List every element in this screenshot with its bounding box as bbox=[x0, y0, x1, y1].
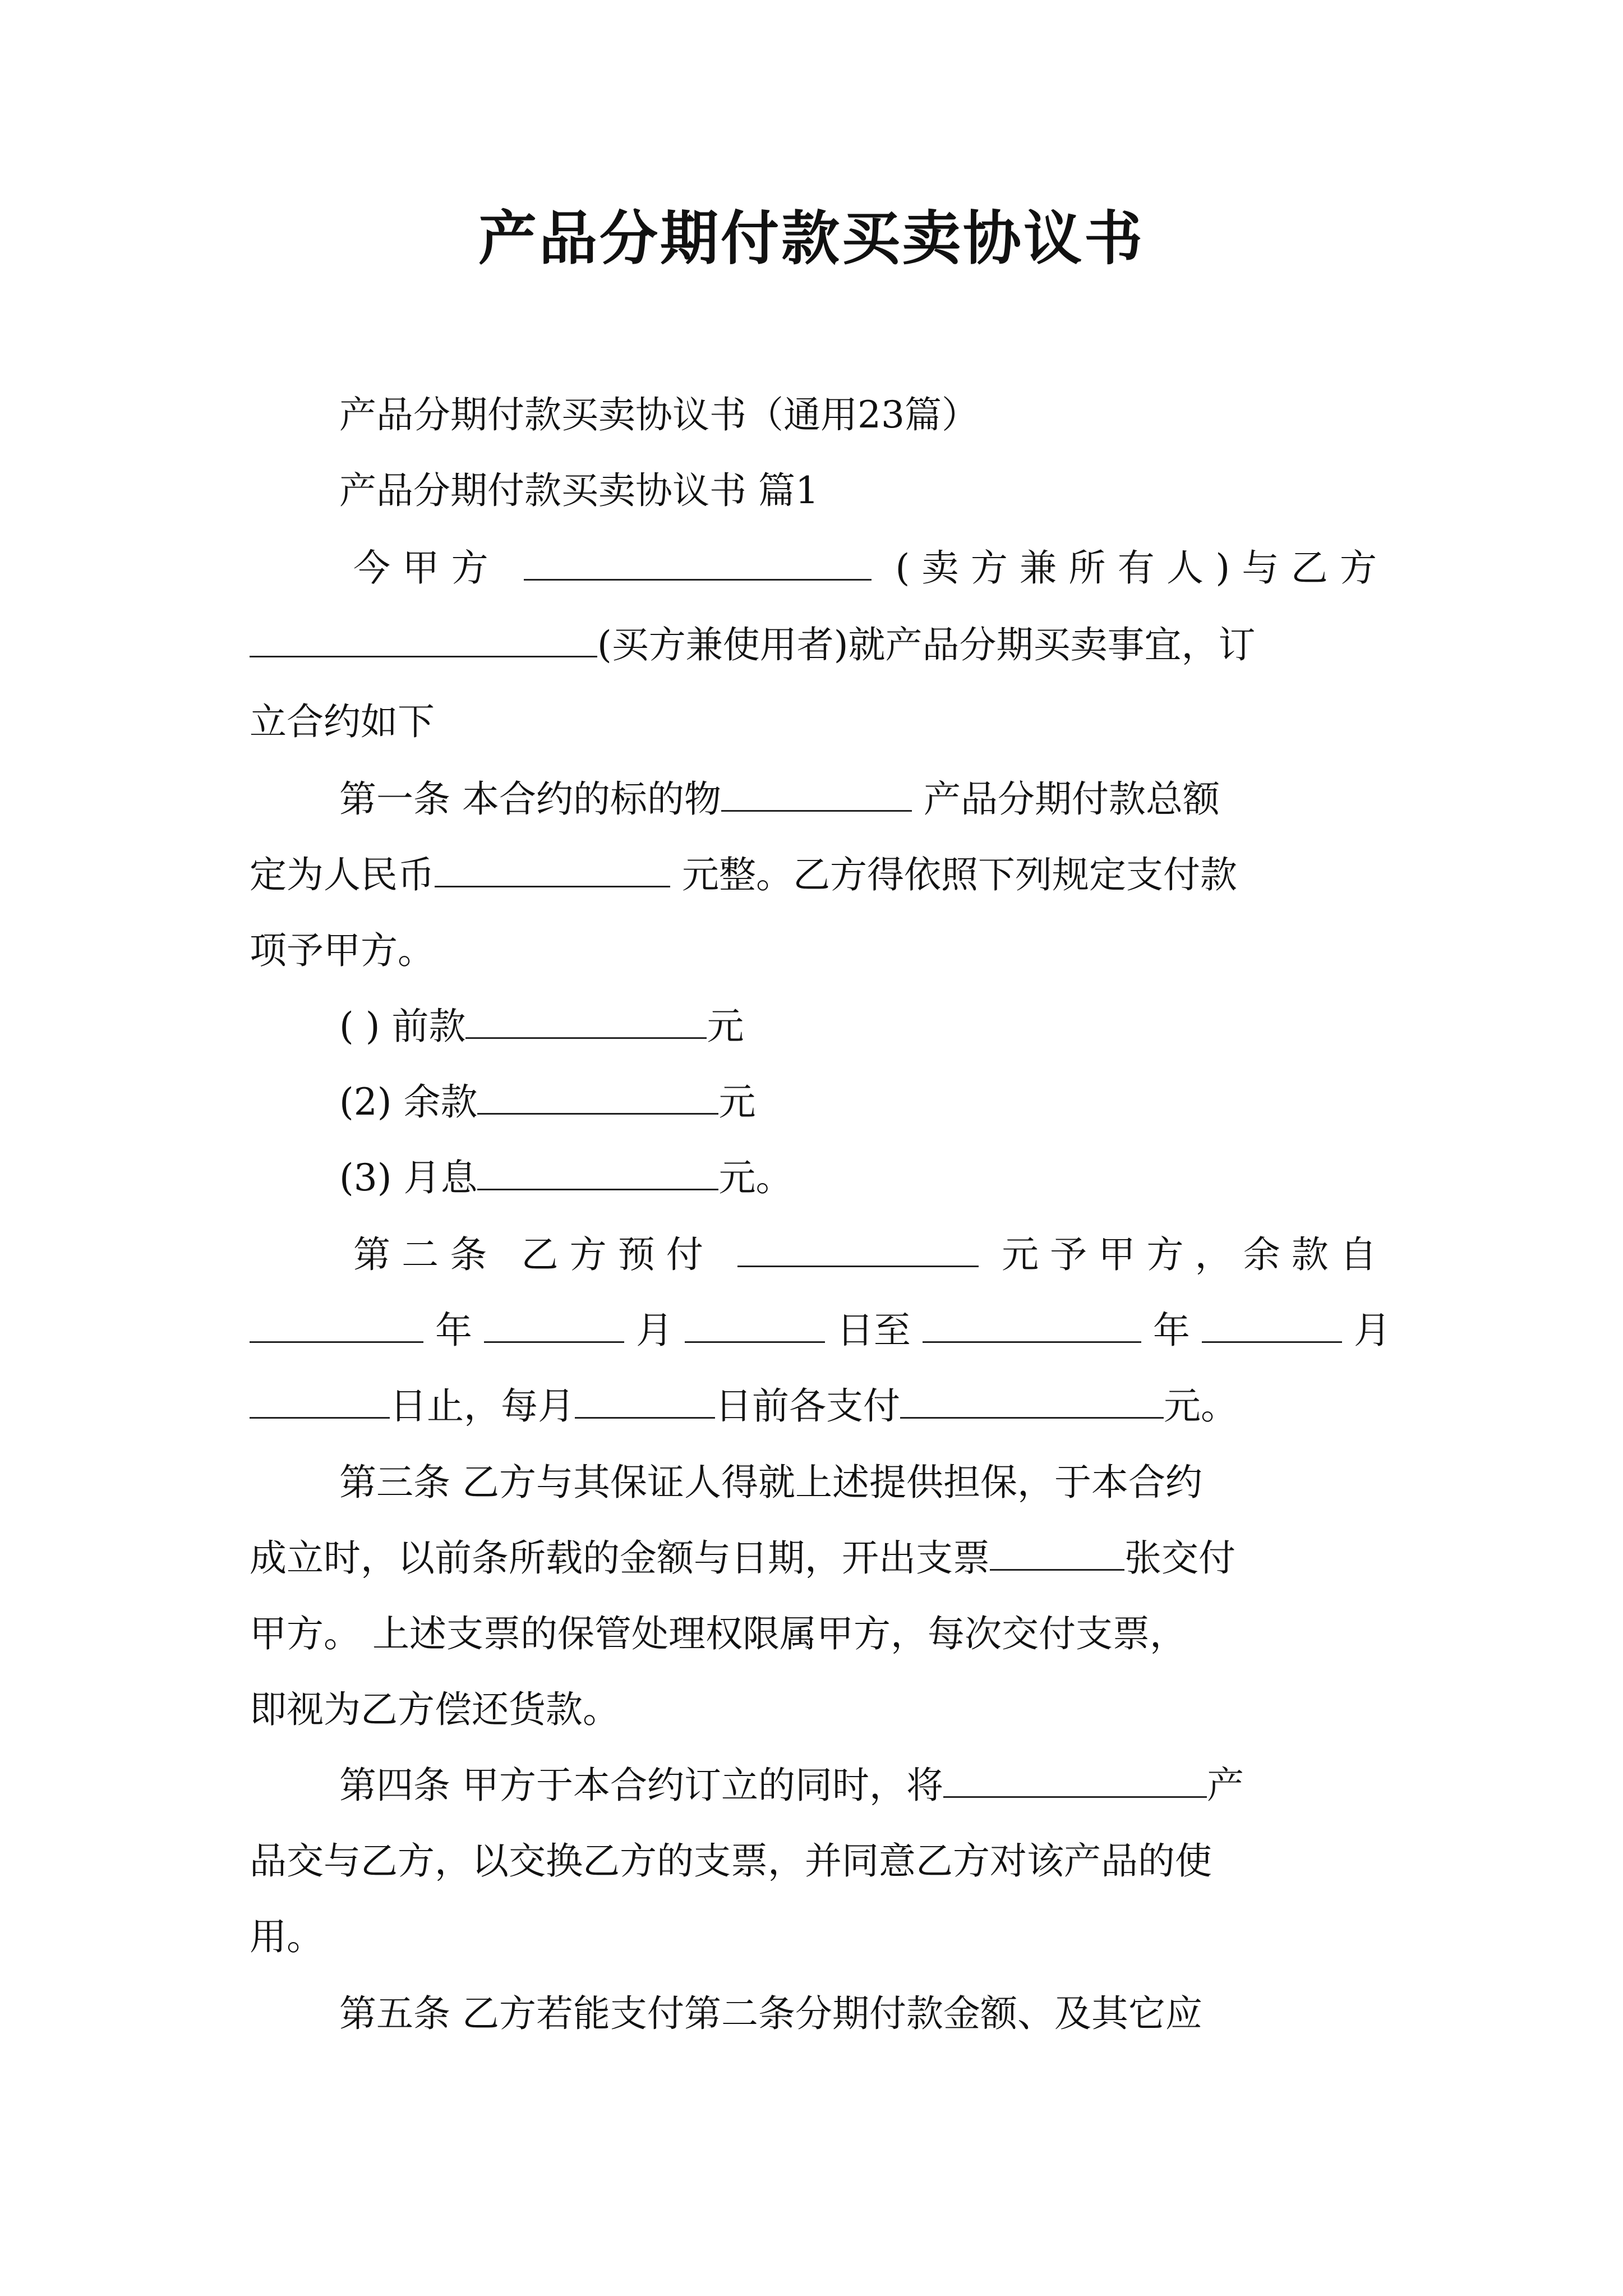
article1-text-1: 第一条 本合约的标的物 bbox=[339, 777, 721, 821]
article3-line-1: 第三条 乙方与其保证人得就上述提供担保，于本合约 bbox=[339, 1461, 1202, 1504]
article3-line-2 bbox=[250, 1533, 1377, 1584]
article3-line-4: 即视为乙方偿还货款。 bbox=[250, 1688, 620, 1731]
intro-text-1: 今甲方 bbox=[353, 546, 500, 590]
article1-text-3: 定为人民币 bbox=[250, 853, 435, 896]
monthly-amount-blank bbox=[900, 1383, 1164, 1419]
article2-text-4: 日前各支付 bbox=[715, 1384, 900, 1428]
down-payment-blank bbox=[465, 1004, 707, 1039]
article2-text-1: 第二条 乙方预付 bbox=[353, 1233, 714, 1276]
article1-line-1 bbox=[339, 774, 1377, 825]
article4-text-2: 产 bbox=[1206, 1764, 1244, 1807]
document-title: 产品分期付款买卖协议书 bbox=[478, 204, 1145, 273]
day-to-label: 日至 bbox=[836, 1309, 911, 1352]
item-down-payment bbox=[339, 1001, 1377, 1052]
item1-label: ( ) 前款 bbox=[339, 1005, 466, 1048]
subject-matter-blank bbox=[721, 776, 912, 812]
article3-text-3: 张交付 bbox=[1124, 1536, 1235, 1580]
item1-unit: 元 bbox=[707, 1005, 744, 1048]
intro-line-2 bbox=[250, 620, 1377, 670]
article4-line-1 bbox=[339, 1760, 1377, 1811]
payment-day-blank bbox=[575, 1383, 715, 1419]
month-label-2: 月 bbox=[1353, 1309, 1391, 1352]
intro-text-2: (卖方兼所有人)与乙方 bbox=[895, 546, 1377, 590]
article2-line-3 bbox=[250, 1381, 1377, 1432]
article3-text-2: 成立时，以前条所载的金额与日期，开出支票 bbox=[250, 1536, 990, 1580]
item2-label: (2) 余款 bbox=[339, 1080, 478, 1124]
end-day-blank bbox=[250, 1383, 390, 1419]
end-year-blank bbox=[923, 1308, 1141, 1343]
item2-unit: 元 bbox=[718, 1080, 756, 1124]
balance-blank bbox=[477, 1079, 718, 1115]
item-monthly-interest bbox=[339, 1153, 1377, 1203]
article4-text-1: 第四条 甲方于本合约订立的同时，将 bbox=[339, 1764, 943, 1807]
end-month-blank bbox=[1202, 1308, 1342, 1343]
article5-line-1: 第五条 乙方若能支付第二条分期付款金额、及其它应 bbox=[339, 1992, 1202, 2035]
total-amount-blank bbox=[435, 852, 670, 887]
item3-label: (3) 月息 bbox=[339, 1156, 478, 1199]
article2-text-5: 元。 bbox=[1164, 1384, 1238, 1428]
intro-line-3: 立合约如下 bbox=[250, 700, 435, 743]
intro-text-3: (买方兼使用者)就产品分期买卖事宜，订 bbox=[597, 623, 1256, 666]
check-count-blank bbox=[990, 1535, 1124, 1571]
buyer-name-blank bbox=[250, 622, 597, 657]
article2-line-2 bbox=[250, 1305, 1391, 1356]
article2-text-2: 元予甲方，余款自 bbox=[1002, 1233, 1377, 1276]
section-heading: 产品分期付款买卖协议书 篇1 bbox=[339, 469, 819, 512]
prepayment-blank bbox=[737, 1232, 979, 1267]
start-month-blank bbox=[484, 1308, 624, 1343]
month-label-1: 月 bbox=[635, 1309, 673, 1352]
article1-line-3: 项予甲方。 bbox=[250, 929, 435, 972]
article1-line-2 bbox=[250, 850, 1377, 900]
item-balance bbox=[339, 1077, 1377, 1128]
intro-line-1 bbox=[353, 543, 1377, 593]
article1-text-2: 产品分期付款总额 bbox=[923, 777, 1220, 821]
article2-text-3: 日止，每月 bbox=[390, 1384, 575, 1428]
start-day-blank bbox=[685, 1308, 825, 1343]
item3-unit: 元。 bbox=[718, 1156, 793, 1199]
seller-name-blank bbox=[524, 545, 872, 581]
year-label-2: 年 bbox=[1152, 1309, 1190, 1352]
article3-line-3: 甲方。 上述支票的保管处理权限属甲方，每次交付支票， bbox=[250, 1612, 1187, 1655]
article1-text-4: 元整。乙方得依照下列规定支付款 bbox=[681, 853, 1237, 896]
start-year-blank bbox=[250, 1308, 423, 1343]
article2-line-1 bbox=[353, 1230, 1377, 1280]
article4-line-2: 品交与乙方，以交换乙方的支票，并同意乙方对该产品的使 bbox=[250, 1839, 1212, 1883]
product-name-blank bbox=[943, 1763, 1207, 1798]
document-subtitle: 产品分期付款买卖协议书（通用23篇） bbox=[339, 393, 979, 436]
year-label-1: 年 bbox=[435, 1309, 472, 1352]
monthly-interest-blank bbox=[477, 1155, 718, 1190]
article4-line-3: 用。 bbox=[250, 1915, 324, 1958]
